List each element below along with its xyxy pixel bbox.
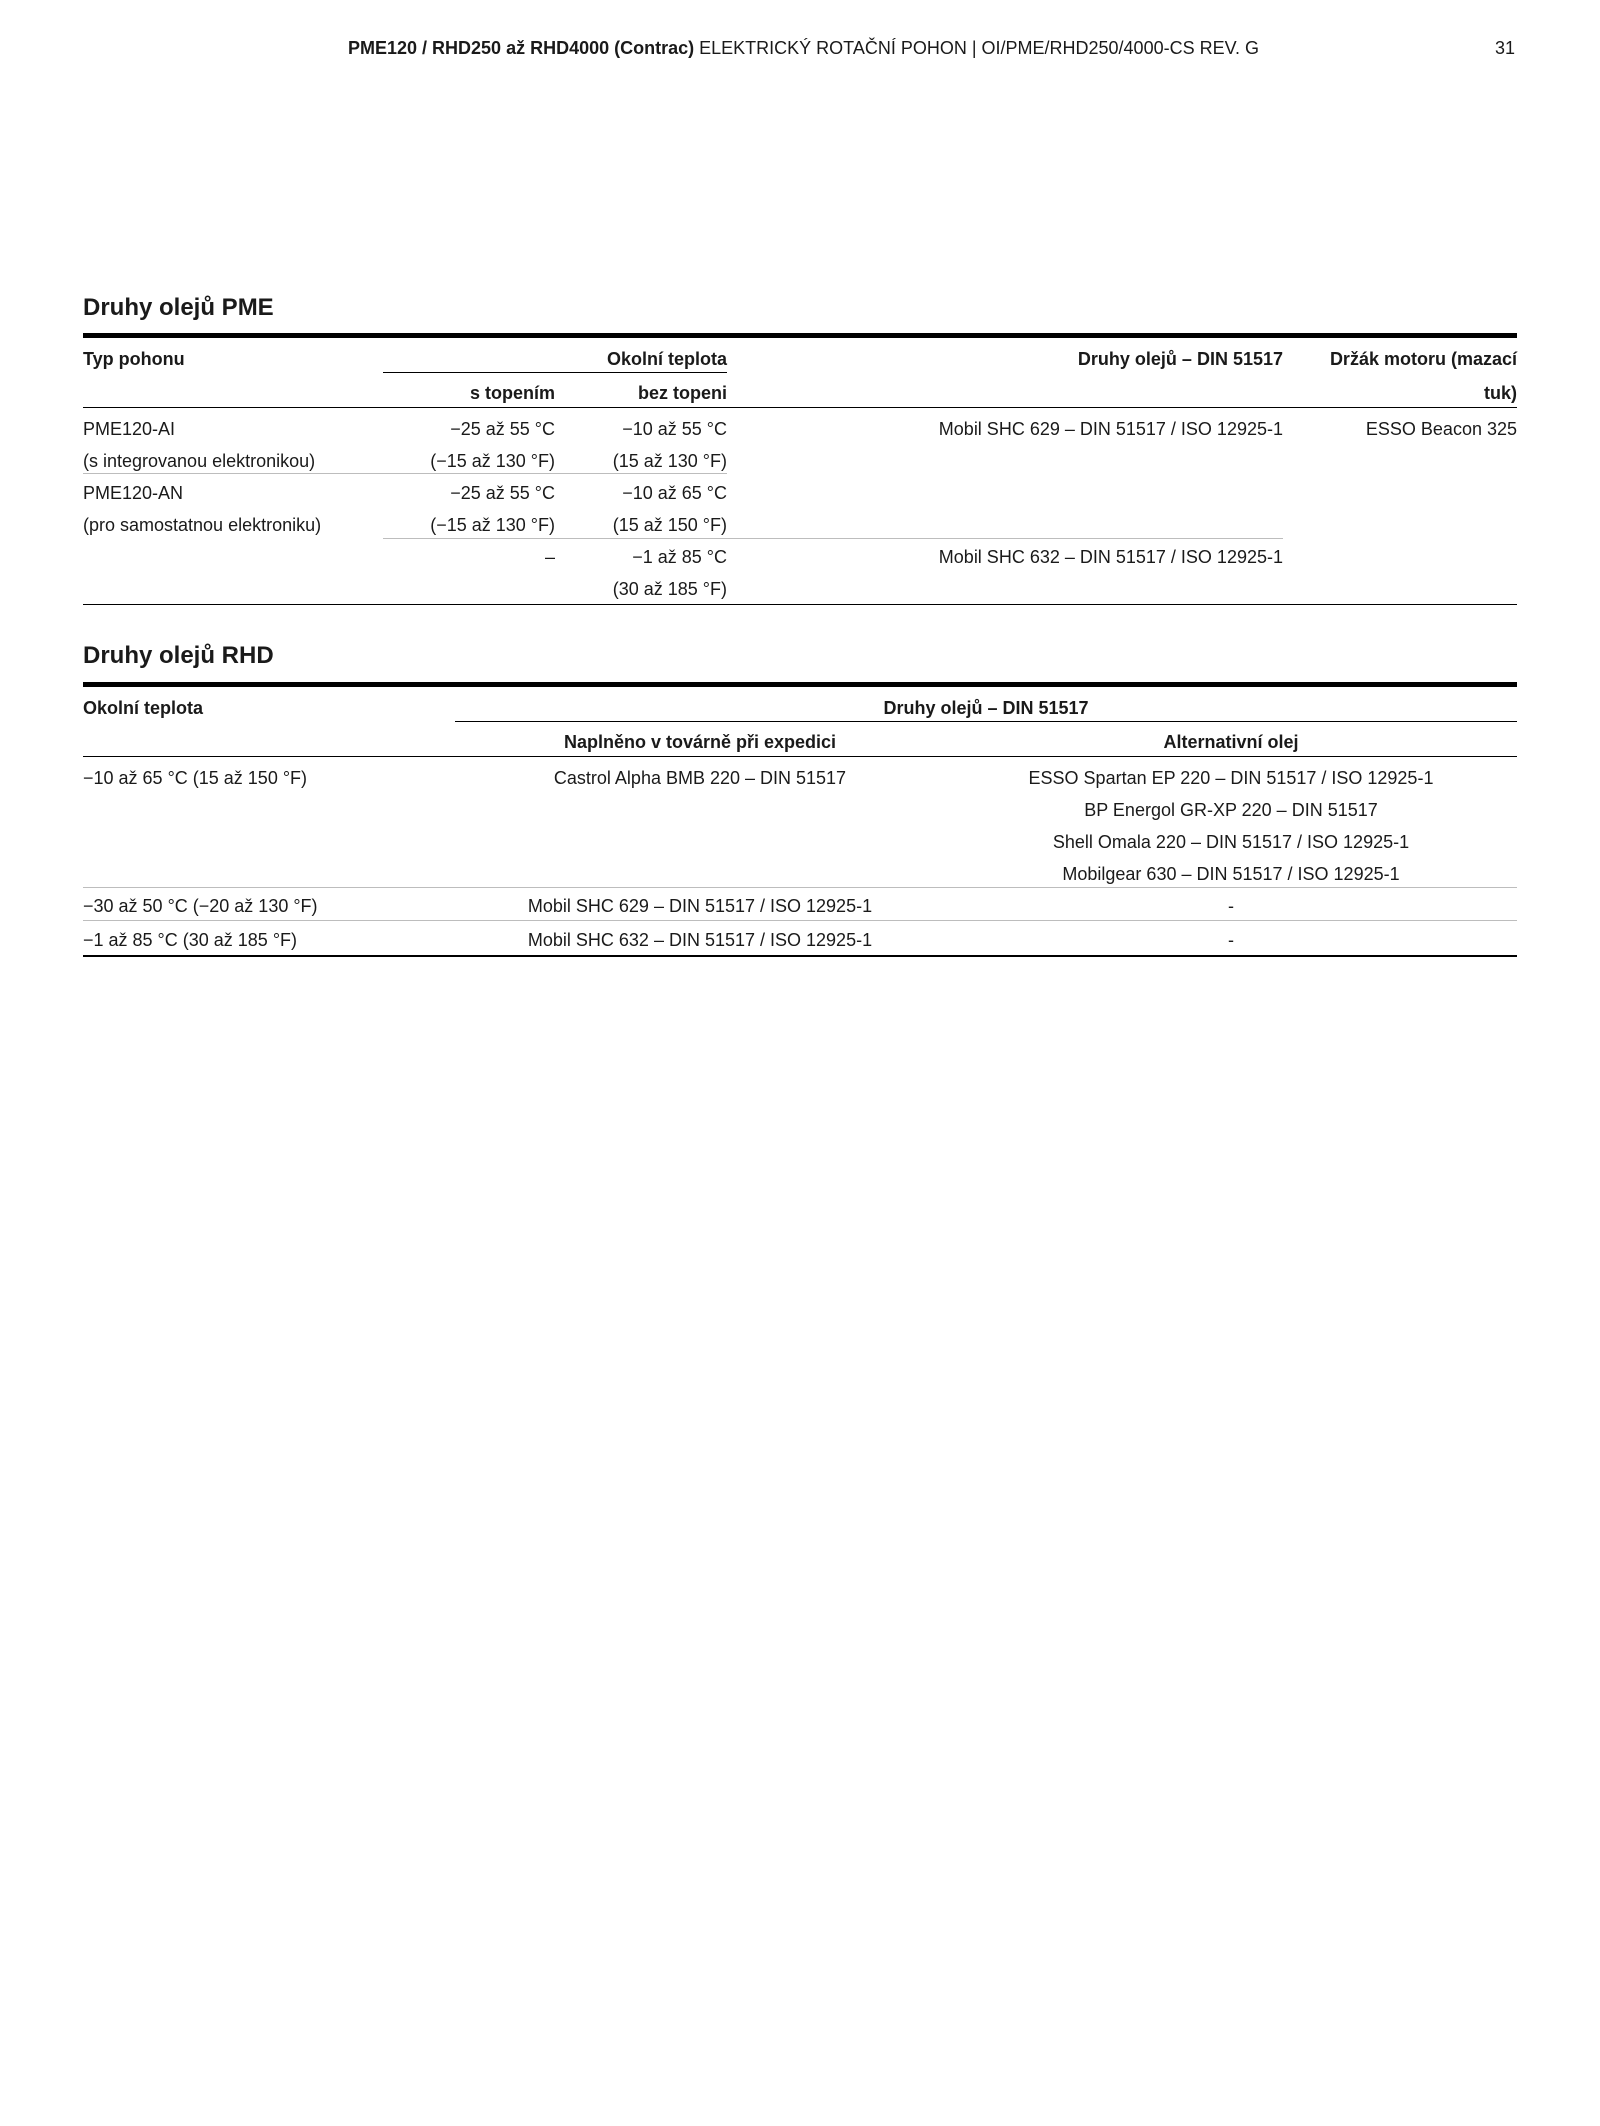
rhd-col-ambient: Okolní teplota: [83, 698, 204, 718]
pme-col-motor-holder-cont: tuk): [1484, 383, 1517, 403]
rhd-row1-factory: Castrol Alpha BMB 220 – DIN 51517: [553, 768, 847, 788]
pme-header-rule: [83, 407, 1517, 408]
pme-row3-without-heating: −1 až 85 °C: [632, 547, 727, 567]
pme-row2-with-heating: −25 až 55 °C: [450, 483, 555, 503]
pme-row2-without-heating-f: (15 až 150 °F): [612, 515, 727, 535]
pme-row2-with-heating-f: (−15 až 130 °F): [430, 515, 555, 535]
document-title-rest: ELEKTRICKÝ ROTAČNÍ POHON | OI/PME/RHD250/4000-CS REV. G: [694, 38, 1259, 58]
pme-col-with-heating: s topením: [469, 383, 555, 403]
rhd-row2-rule: [83, 920, 1517, 921]
page-header: [0, 38, 1600, 64]
pme-row1-with-heating: −25 až 55 °C: [450, 419, 555, 439]
rhd-row1-rule: [83, 887, 1517, 888]
rhd-row3-ambient: −1 až 85 °C (30 až 185 °F): [83, 930, 298, 950]
rhd-row1-ambient: −10 až 65 °C (15 až 150 °F): [83, 768, 308, 788]
rhd-row2-alternative: -: [1228, 896, 1234, 916]
page-number: 31: [1494, 38, 1515, 58]
pme-row1-without-heating-f: (15 až 130 °F): [612, 451, 727, 471]
rhd-col-alternative: Alternativní olej: [1163, 732, 1299, 752]
pme-ambient-underline: [383, 372, 727, 373]
rhd-row1-alternative-2: BP Energol GR-XP 220 – DIN 51517: [1084, 800, 1378, 820]
rhd-table-top-rule: [83, 682, 1517, 687]
pme-row2-without-heating: −10 až 65 °C: [622, 483, 727, 503]
rhd-col-oil-types: Druhy olejů – DIN 51517: [883, 698, 1089, 718]
rhd-table-bottom-rule: [83, 955, 1517, 957]
pme-row3-with-heating: –: [544, 547, 555, 567]
rhd-row2-factory: Mobil SHC 629 – DIN 51517 / ISO 12925-1: [527, 896, 873, 916]
pme-row1-grease: ESSO Beacon 325: [1365, 419, 1517, 439]
rhd-row1-alternative-1: ESSO Spartan EP 220 – DIN 51517 / ISO 12925-1: [1028, 768, 1434, 788]
pme-row1-type: PME120-AI: [83, 419, 176, 439]
rhd-oil-types-underline: [455, 721, 1517, 722]
pme-row2-rule: [383, 538, 1283, 539]
pme-row2-type-desc: (pro samostatnou elektroniku): [83, 515, 322, 535]
pme-row3-without-heating-f: (30 až 185 °F): [612, 579, 727, 599]
pme-row1-rule: [83, 473, 727, 474]
rhd-row3-factory: Mobil SHC 632 – DIN 51517 / ISO 12925-1: [527, 930, 873, 950]
pme-row1-with-heating-f: (−15 až 130 °F): [430, 451, 555, 471]
rhd-row1-alternative-3: Shell Omala 220 – DIN 51517 / ISO 12925-1: [1052, 832, 1410, 852]
rhd-header-rule: [83, 756, 1517, 757]
pme-table-bottom-rule: [83, 604, 1517, 605]
pme-heading: Druhy olejů PME: [83, 294, 274, 321]
rhd-col-factory-filled: Naplněno v továrně při expedici: [563, 732, 837, 752]
rhd-row2-ambient: −30 až 50 °C (−20 až 130 °F): [83, 896, 318, 916]
pme-col-motor-holder: Držák motoru (mazací: [1329, 349, 1517, 369]
pme-col-ambient: Okolní teplota: [606, 349, 727, 369]
pme-row2-type: PME120-AN: [83, 483, 184, 503]
pme-col-oil-types: Druhy olejů – DIN 51517: [1077, 349, 1283, 369]
document-title-bold: PME120 / RHD250 až RHD4000 (Contrac): [348, 38, 695, 58]
pme-col-without-heating: bez topeni: [638, 383, 727, 403]
pme-col-type: Typ pohonu: [83, 349, 185, 369]
rhd-row1-alternative-4: Mobilgear 630 – DIN 51517 / ISO 12925-1: [1062, 864, 1400, 884]
pme-row1-without-heating: −10 až 55 °C: [622, 419, 727, 439]
rhd-heading: Druhy olejů RHD: [83, 642, 274, 669]
pme-row3-oil: Mobil SHC 632 – DIN 51517 / ISO 12925-1: [938, 547, 1283, 567]
document-title: [348, 38, 1259, 59]
rhd-row3-alternative: -: [1228, 930, 1234, 950]
pme-row1-type-desc: (s integrovanou elektronikou): [83, 451, 316, 471]
pme-row1-oil: Mobil SHC 629 – DIN 51517 / ISO 12925-1: [938, 419, 1283, 439]
pme-table-top-rule: [83, 333, 1517, 338]
